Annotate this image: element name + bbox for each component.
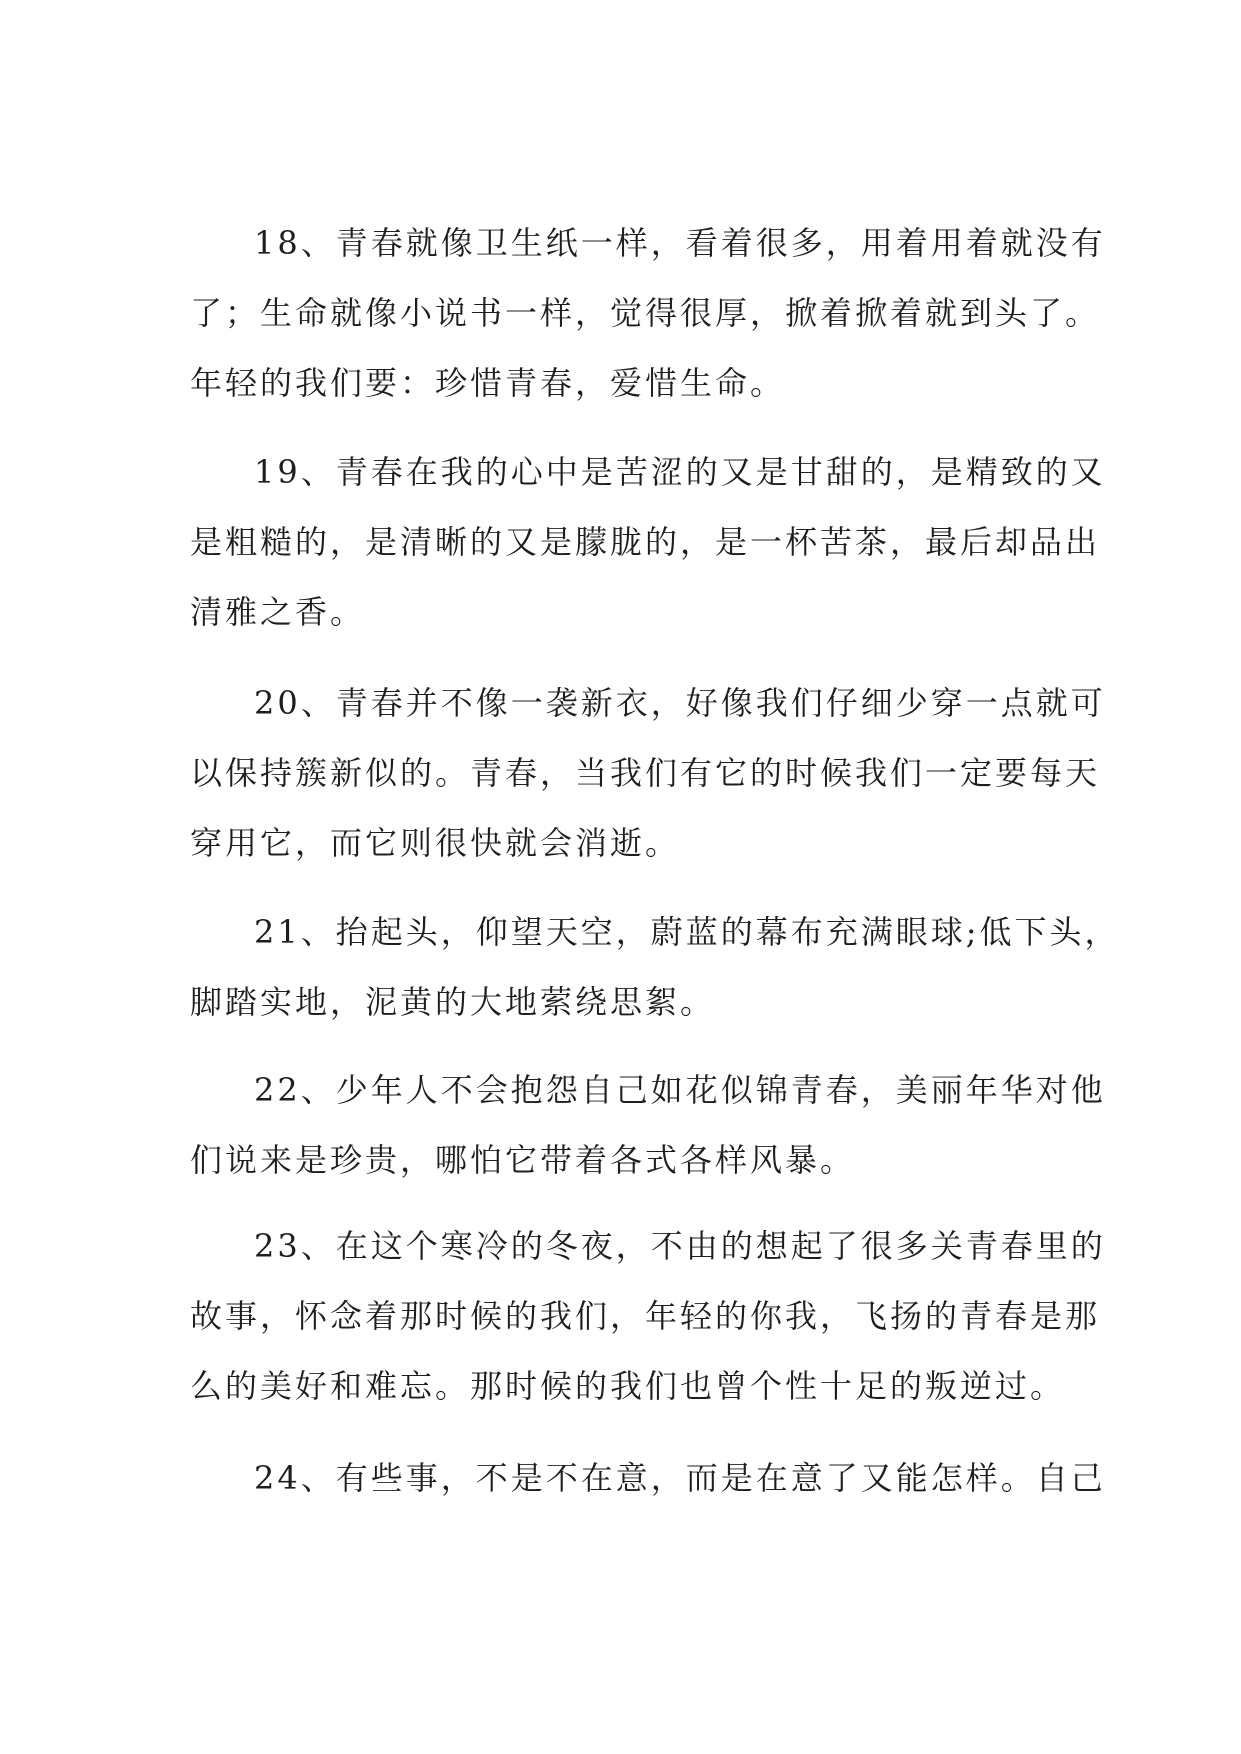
paragraph-line: 22、少年人不会抱怨自己如花似锦青春，美丽年华对他 — [254, 1071, 1106, 1109]
paragraph-line: 18、青春就像卫生纸一样，看着很多，用着用着就没有 — [254, 224, 1106, 262]
paragraph-line: 清雅之香。 — [190, 593, 366, 631]
paragraph-line: 21、抬起头，仰望天空，蔚蓝的幕布充满眼球;低下头， — [254, 913, 1120, 951]
paragraph-line: 是粗糙的，是清晰的又是朦胧的，是一杯苦茶，最后却品出 — [190, 523, 1101, 561]
paragraph-line: 们说来是珍贵，哪怕它带着各式各样风暴。 — [190, 1141, 856, 1179]
paragraph-20 — [190, 668, 1106, 878]
paragraph-line: 20、青春并不像一袭新衣，好像我们仔细少穿一点就可 — [254, 684, 1106, 722]
paragraph-line: 脚踏实地，泥黄的大地萦绕思絮。 — [190, 983, 716, 1021]
paragraph-line: 24、有些事，不是不在意，而是在意了又能怎样。自己 — [254, 1459, 1106, 1497]
paragraph-22 — [190, 1055, 1106, 1195]
paragraph-21 — [190, 897, 1120, 1037]
paragraph-19 — [190, 437, 1106, 647]
paragraph-line: 19、青春在我的心中是苦涩的又是甘甜的，是精致的又 — [254, 453, 1106, 491]
paragraph-line: 了；生命就像小说书一样，觉得很厚，掀着掀着就到头了。 — [190, 294, 1101, 332]
paragraph-line: 年轻的我们要：珍惜青春，爱惜生命。 — [190, 364, 786, 402]
paragraph-24 — [190, 1443, 1106, 1513]
paragraph-18 — [190, 208, 1106, 418]
paragraph-line: 穿用它，而它则很快就会消逝。 — [190, 824, 681, 862]
paragraph-line: 23、在这个寒冷的冬夜，不由的想起了很多关青春里的 — [254, 1227, 1106, 1265]
paragraph-line: 故事，怀念着那时候的我们，年轻的你我，飞扬的青春是那 — [190, 1297, 1101, 1335]
paragraph-line: 以保持簇新似的。青春，当我们有它的时候我们一定要每天 — [190, 754, 1101, 792]
paragraph-23 — [190, 1211, 1106, 1421]
paragraph-line: 么的美好和难忘。那时候的我们也曾个性十足的叛逆过。 — [190, 1367, 1066, 1405]
